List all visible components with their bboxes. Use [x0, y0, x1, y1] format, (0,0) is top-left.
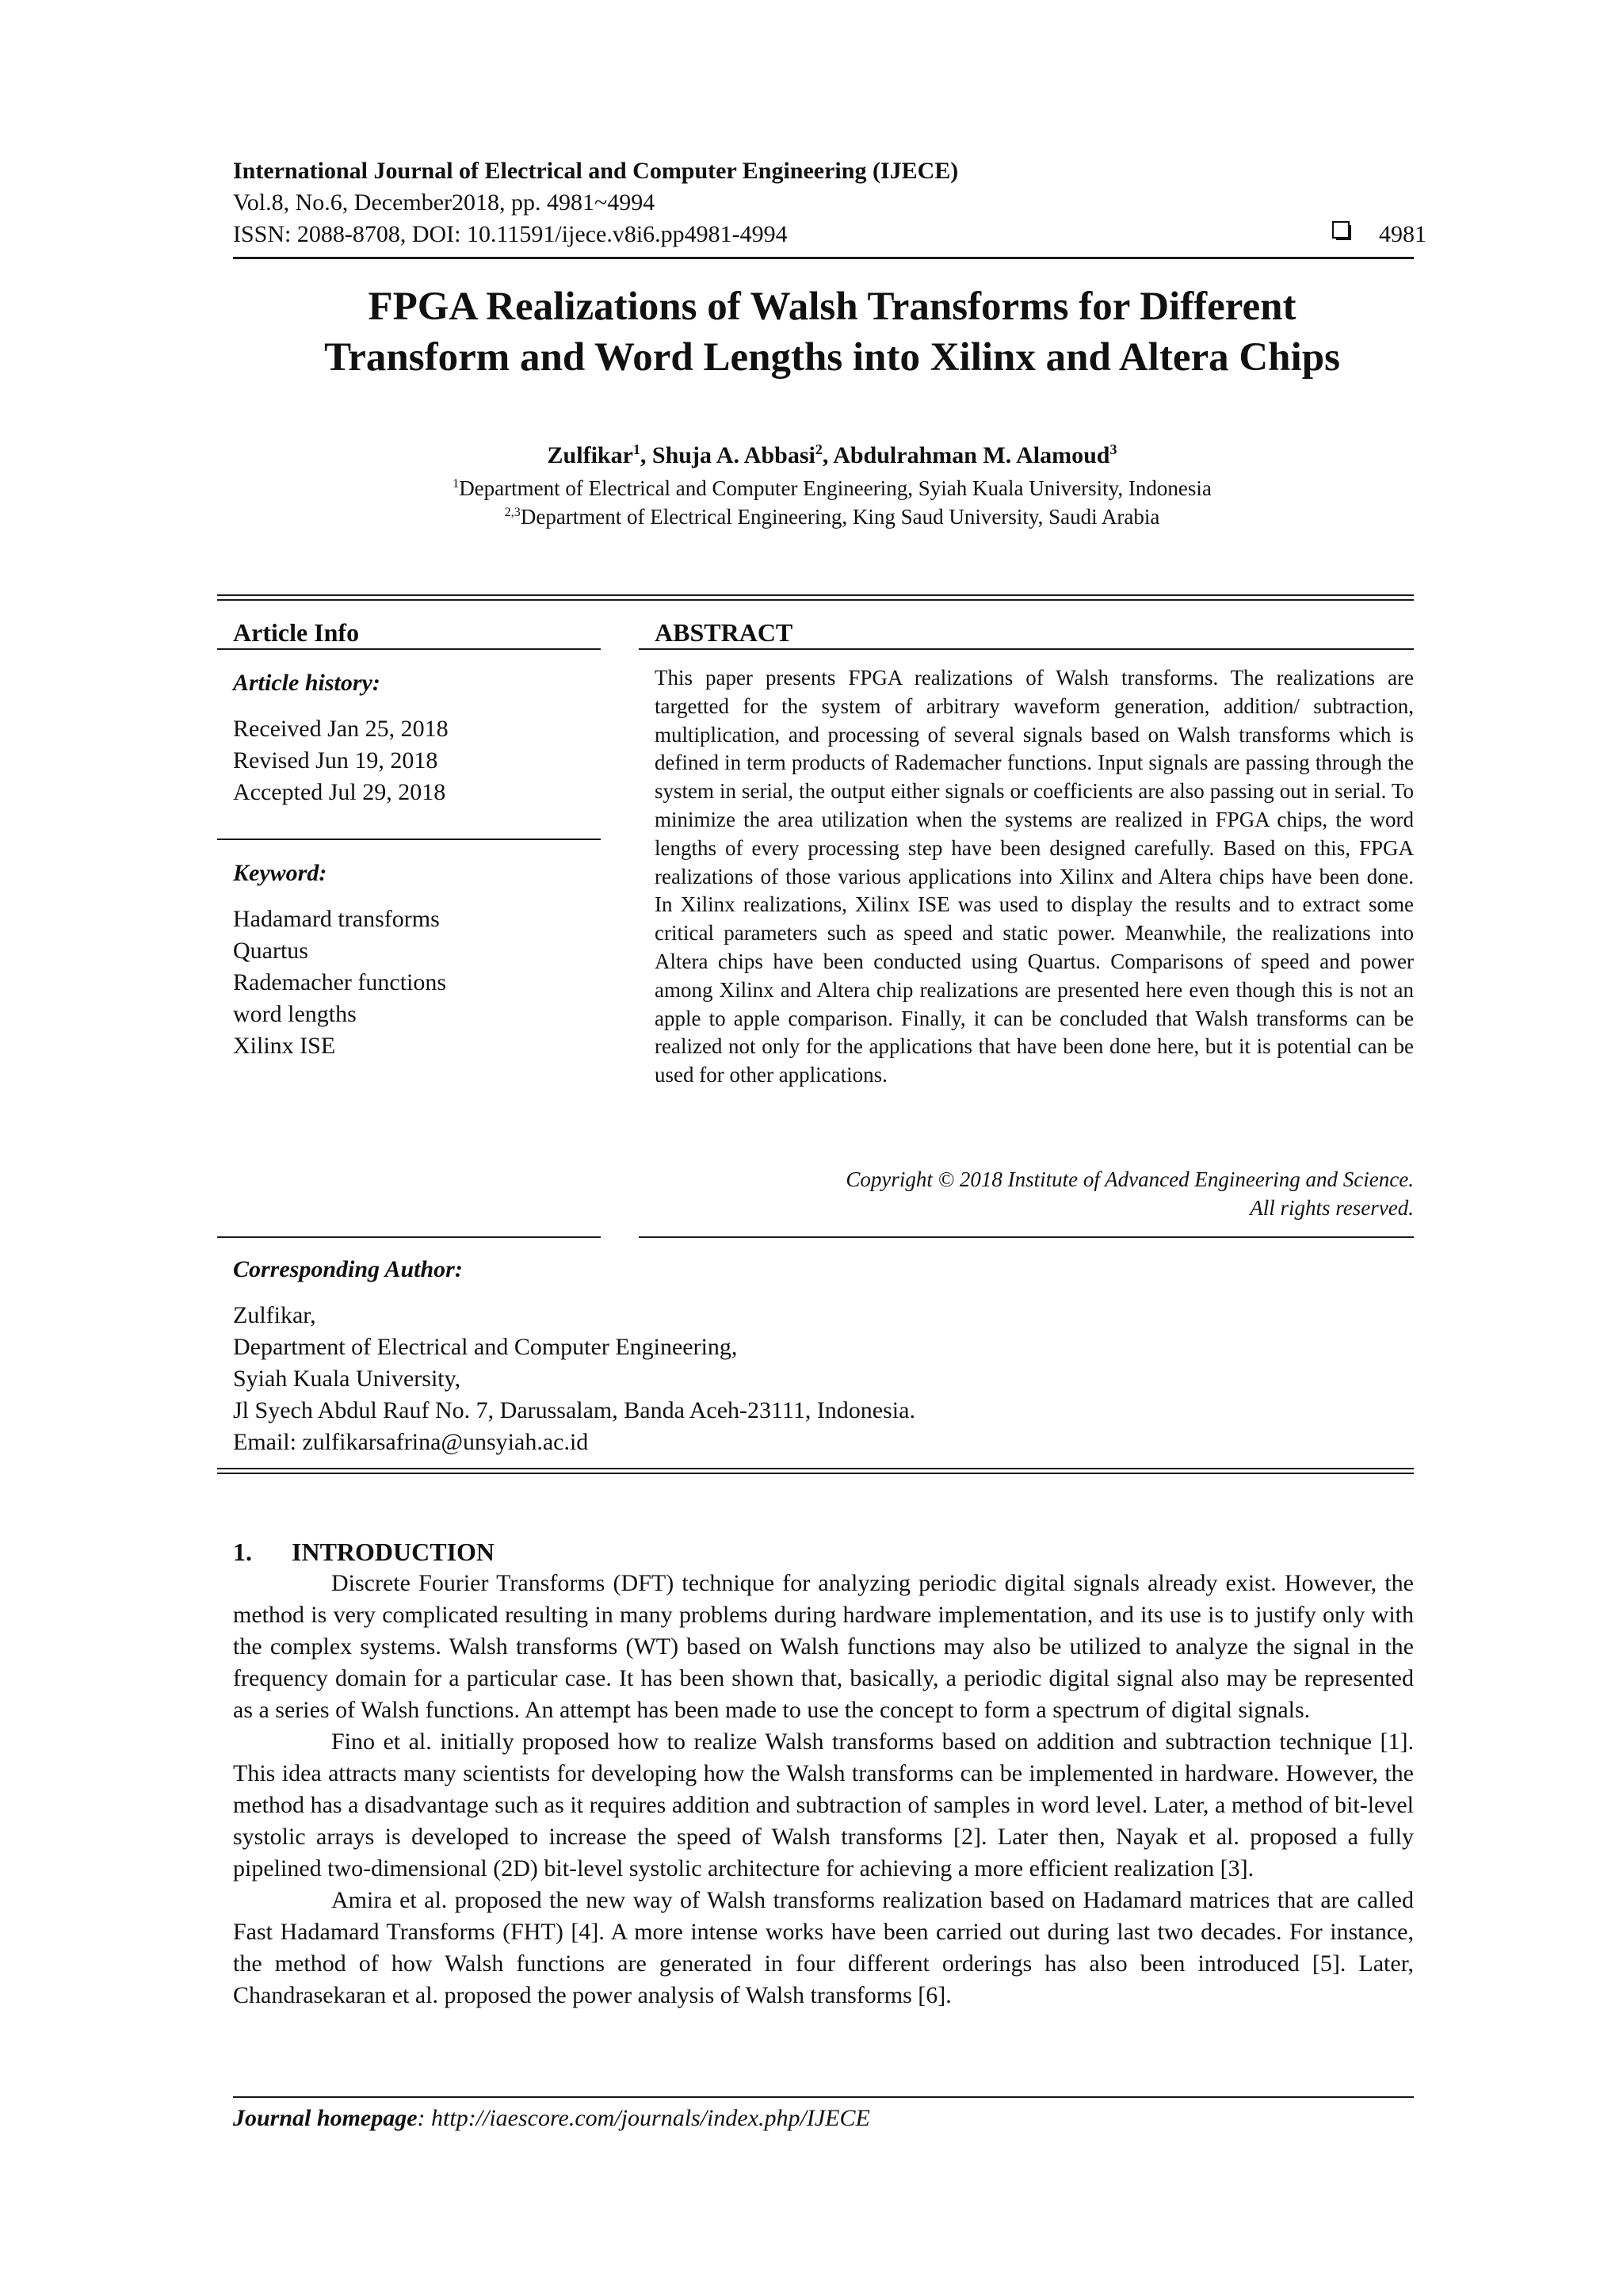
copyright-line-2: All rights reserved. — [1250, 1196, 1414, 1220]
title-line-2: Transform and Word Lengths into Xilinx and Altera Chips — [324, 335, 1340, 380]
corresponding-line: Jl Syech Abdul Rauf No. 7, Darussalam, Banda Aceh-23111, Indonesia. — [233, 1397, 915, 1423]
corresponding-line: Syiah Kuala University, — [233, 1366, 461, 1392]
section-title: INTRODUCTION — [292, 1538, 495, 1566]
author-affil-sup: 2 — [815, 441, 823, 457]
keyword-rule — [217, 839, 601, 840]
info-box-top-rule-2 — [217, 599, 1414, 601]
abstract-text: This paper presents FPGA realizations of Walsh transforms. The realizations are targetted for the system of arbitrary waveform generation, addition/ subtraction, multiplication, and processing of several signals based on Walsh transforms which is defined in term products of Rademacher functions. Input signals are passing through the system in serial, the output either signals or coefficients are also passing out in serial. To minimize the area utilization when the systems are realized in FPGA chips, the word lengths of every processing step have been designed carefully. Based on this, FPGA realizations of those various applications into Xilinx and Altera chips have been done. In Xilinx realizations, Xilinx ISE was used to display the results and to extract some critical parameters such as speed and static power. Meanwhile, the realizations into Altera chips have been conducted using Quartus. Comparisons of speed and power among Xilinx and Altera chip realizations are presented here even though this is not an apple to apple comparison. Finally, it can be concluded that Walsh transforms can be realized not only for the applications that have been done here, but it is potential can be used for other applications. — [655, 666, 1414, 1087]
footer-rule — [233, 2096, 1414, 2098]
received-date: Received Jan 25, 2018 — [233, 716, 449, 742]
revised-date: Revised Jun 19, 2018 — [233, 747, 438, 774]
affiliation-sup: 1 — [453, 476, 460, 491]
affiliation-sup: 2,3 — [504, 505, 521, 519]
affiliation-text: Department of Electrical Engineering, King Saud University, Saudi Arabia — [520, 505, 1160, 529]
article-info-bottom-rule — [217, 1236, 601, 1238]
title-line-1: FPGA Realizations of Walsh Transforms for Different — [368, 285, 1296, 329]
abstract-heading: ABSTRACT — [655, 618, 793, 647]
page-number: 4981 — [1379, 221, 1426, 247]
section-heading-introduction — [233, 1536, 495, 1568]
journal-name: International Journal of Electrical and Computer Engineering (IJECE) — [233, 158, 959, 184]
keyword-item: Quartus — [233, 938, 308, 964]
author-name: Zulfikar — [547, 442, 633, 468]
corresponding-email: Email: zulfikarsafrina@unsyiah.ac.id — [233, 1429, 589, 1455]
affiliation-1 — [158, 474, 1506, 502]
article-info-heading: Article Info — [233, 618, 360, 647]
author-name: , Shuja A. Abbasi — [640, 442, 815, 468]
paragraph: Amira et al. proposed the new way of Walsh transforms realization based on Hadamard matrices that are called Fast Hadamard Transforms (FHT) [4]. A more intense works have been carried out during last two decades. For instance, the method of how Walsh functions are generated in four different orderings has also been introduced [5]. Later, Chandrasekaran et al. proposed the power analysis of Walsh transforms [6]. — [233, 1887, 1414, 2008]
keyword-item: Rademacher functions — [233, 969, 447, 995]
accepted-date: Accepted Jul 29, 2018 — [233, 779, 446, 805]
info-box-bottom-rule — [217, 1468, 1414, 1469]
homepage-url[interactable]: : http://iaescore.com/journals/index.php/IJECE — [417, 2105, 870, 2131]
corresponding-line: Zulfikar, — [233, 1302, 316, 1328]
abstract-bottom-rule — [639, 1236, 1414, 1238]
journal-issn-doi: ISSN: 2088-8708, DOI: 10.11591/ijece.v8i6.pp4981-4994 — [233, 221, 788, 247]
corresponding-line: Department of Electrical and Computer Engineering, — [233, 1334, 738, 1360]
author-list — [158, 440, 1506, 472]
article-info-rule — [217, 648, 601, 650]
info-box-bottom-rule-2 — [217, 1473, 1414, 1474]
checkbox-square-icon — [1331, 220, 1352, 241]
section-number: 1. — [233, 1538, 252, 1566]
author-affil-sup: 3 — [1109, 441, 1117, 457]
author-affil-sup: 1 — [632, 441, 640, 457]
copyright-line-1: Copyright © 2018 Institute of Advanced Engineering and Science. — [846, 1167, 1414, 1191]
paper-title — [158, 281, 1506, 383]
affiliation-text: Department of Electrical and Computer Engineering, Syiah Kuala University, Indonesia — [459, 476, 1212, 500]
paragraph: Fino et al. initially proposed how to realize Walsh transforms based on addition and subtraction technique [1]. This idea attracts many scientists for developing how the Walsh transforms can be implemented in hardware. However, the method has a disadvantage such as it requires addition and subtraction of samples in word level. Later, a method of bit-level systolic arrays is developed to increase the speed of Walsh transforms [2]. Later then, Nayak et al. proposed a fully pipelined two-dimensional (2D) bit-level systolic architecture for achieving a more efficient realization [3]. — [233, 1729, 1414, 1881]
article-history-heading: Article history: — [233, 670, 380, 696]
keyword-item: word lengths — [233, 1001, 357, 1027]
header-rule — [233, 257, 1414, 259]
keyword-heading: Keyword: — [233, 860, 327, 886]
abstract-rule — [639, 648, 1414, 650]
affiliation-2 — [158, 502, 1506, 531]
keyword-item: Xilinx ISE — [233, 1033, 336, 1059]
journal-homepage — [233, 2103, 870, 2134]
homepage-label: Journal homepage — [233, 2105, 418, 2131]
journal-volume: Vol.8, No.6, December2018, pp. 4981~4994 — [233, 189, 655, 216]
introduction-body — [233, 1568, 1414, 2011]
corresponding-author-heading: Corresponding Author: — [233, 1256, 463, 1282]
paragraph: Discrete Fourier Transforms (DFT) technique for analyzing periodic digital signals already exist. However, the method is very complicated resulting in many problems during hardware implementation, and its use is to justify only with the complex systems. Walsh transforms (WT) based on Walsh functions may also be utilized to analyze the signal in the frequency domain for a particular case. It has been shown that, basically, a periodic digital signal also may be represented as a series of Walsh functions. An attempt has been made to use the concept to form a spectrum of digital signals. — [233, 1570, 1414, 1723]
info-box-top-rule — [217, 594, 1414, 596]
keyword-item: Hadamard transforms — [233, 906, 440, 932]
author-name: , Abdulrahman M. Alamoud — [822, 442, 1110, 468]
